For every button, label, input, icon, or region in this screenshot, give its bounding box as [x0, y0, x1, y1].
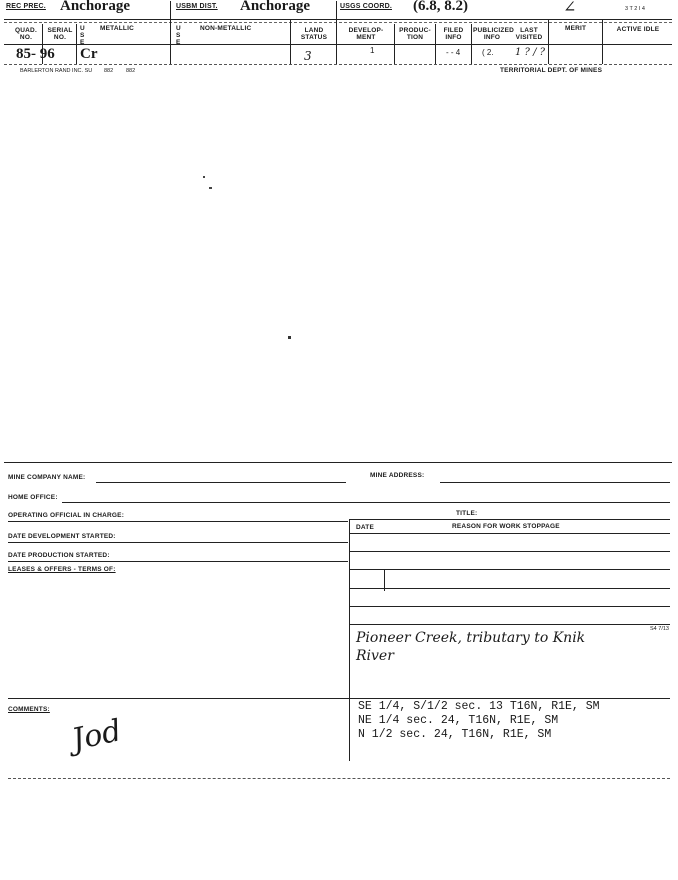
- last-visited-value: 1 ? / ?: [515, 47, 545, 58]
- reason-cell-divider: [384, 569, 385, 591]
- date-label: DATE: [356, 524, 375, 531]
- column-header-rule: [4, 44, 672, 45]
- usbm-dist-value: Anchorage: [240, 0, 310, 14]
- col-land-status: LAND STATUS: [300, 27, 328, 41]
- leases-offers-label: LEASES & OFFERS - TERMS OF:: [8, 566, 116, 573]
- col-production: PRODUC- TION: [399, 27, 431, 41]
- header-rule-dashed: [4, 22, 672, 23]
- col-quad-no: QUAD. NO.: [15, 27, 37, 41]
- reason-row-line: [350, 569, 670, 570]
- location-line-2: NE 1/4 sec. 24, T16N, R1E, SM: [358, 714, 559, 727]
- date-production-started-label: DATE PRODUCTION STARTED:: [8, 552, 110, 559]
- col-filed-info: FILED INFO: [443, 27, 464, 41]
- territorial-dept: TERRITORIAL DEPT. OF MINES: [500, 67, 603, 74]
- metallic-value: Cr: [80, 46, 98, 62]
- col-use-nonmetallic: U S E: [176, 25, 181, 46]
- col-divider: [336, 1, 337, 64]
- mine-company-name-label: MINE COMPANY NAME:: [8, 474, 86, 481]
- scan-speck: [209, 187, 212, 189]
- comments-label: COMMENTS:: [8, 706, 50, 713]
- rec-prec-value: Anchorage: [60, 0, 130, 14]
- mine-company-name-line: [96, 482, 346, 483]
- form-divider: [349, 519, 350, 761]
- date-production-started-line: [8, 561, 348, 562]
- scan-speck: [203, 176, 205, 178]
- reason-row-line: [350, 606, 670, 607]
- location-line-3: N 1/2 sec. 24, T16N, R1E, SM: [358, 728, 552, 741]
- scan-speck: [288, 336, 291, 339]
- operating-official-line: [8, 521, 348, 522]
- location-line-1: SE 1/4, S/1/2 sec. 13 T16N, R1E, SM: [358, 700, 600, 713]
- col-publicized-info: PUBLICIZED INFO: [473, 27, 514, 41]
- mine-address-line: [440, 482, 670, 483]
- col-active-idle: ACTIVE IDLE: [616, 26, 660, 33]
- header-rule: [4, 19, 672, 20]
- date-development-started-line: [8, 542, 348, 543]
- form-number-1: 882: [104, 68, 114, 74]
- comments-rule: [8, 698, 670, 699]
- handwritten-location-line2: River: [356, 648, 394, 664]
- title-label: TITLE:: [456, 510, 478, 517]
- operating-official-label: OPERATING OFFICIAL IN CHARGE:: [8, 512, 125, 519]
- form-number-2: 882: [126, 68, 136, 74]
- small-code: S4 7/13: [650, 626, 669, 632]
- filed-info-value: - - 4: [446, 48, 461, 57]
- col-last-visited: LAST VISITED: [515, 27, 543, 41]
- land-status-value: 3: [304, 49, 312, 63]
- bottom-rule: [8, 778, 670, 779]
- merit-mark: ∠: [563, 0, 577, 16]
- col-divider: [290, 20, 291, 64]
- reason-row-line: [350, 588, 670, 589]
- usbm-dist-label: USBM DIST.: [176, 3, 218, 10]
- handwritten-location-line1: Pioneer Creek, tributary to Knik: [356, 630, 586, 646]
- mine-address-label: MINE ADDRESS:: [370, 472, 425, 479]
- col-metallic: METALLIC: [100, 25, 134, 32]
- col-non-metallic: NON-METALLIC: [200, 25, 252, 32]
- col-divider: [170, 1, 171, 64]
- signature: Jod: [68, 713, 125, 758]
- title-rule: [350, 519, 670, 520]
- col-serial-no: SERIAL NO.: [47, 27, 73, 41]
- development-value: 1: [370, 46, 375, 55]
- date-development-started-label: DATE DEVELOPMENT STARTED:: [8, 533, 116, 540]
- corner-code: 3 T 2 I 4: [625, 6, 645, 12]
- rec-prec-label: REC PREC.: [6, 3, 46, 10]
- row-rule: [4, 64, 672, 65]
- col-development: DEVELOP- MENT: [348, 27, 384, 41]
- reason-row-line: [350, 624, 670, 625]
- publicized-info-value: ( 2.: [482, 48, 494, 57]
- col-merit: MERIT: [565, 25, 587, 32]
- col-use-metallic: U S E: [80, 25, 85, 46]
- reason-row-line: [350, 551, 670, 552]
- reason-label: REASON FOR WORK STOPPAGE: [452, 523, 560, 530]
- home-office-line: [62, 502, 670, 503]
- col-divider: [548, 20, 549, 64]
- usgs-coord-label: USGS COORD.: [340, 3, 392, 10]
- usgs-coord-value: (6.8, 8.2): [413, 0, 468, 14]
- reason-header-rule: [350, 533, 670, 534]
- col-divider: [602, 20, 603, 64]
- printer-name: BARLERTON RAND INC. SU: [20, 68, 93, 74]
- home-office-label: HOME OFFICE:: [8, 494, 58, 501]
- quad-serial-value: 85- 96: [16, 46, 55, 62]
- form-top-rule: [4, 462, 672, 463]
